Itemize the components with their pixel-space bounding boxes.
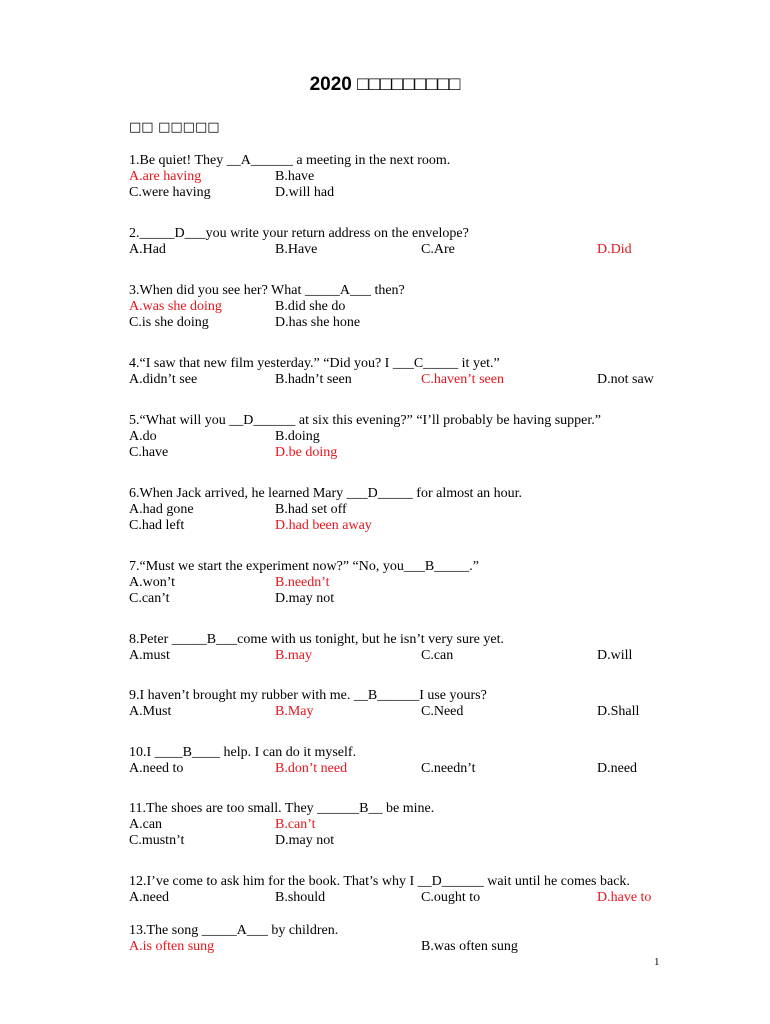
answer-option: A.didn’t see [129, 372, 198, 387]
answer-option: B.had set off [275, 502, 347, 517]
question [129, 745, 669, 777]
document-title: 2020 □□□□□□□□□ [309, 74, 461, 95]
question-stem: 13.The song _____A___ by children. [129, 923, 339, 938]
option-row [129, 299, 669, 315]
question-stem: 5.“What will you __D______ at six this evening?” “I’ll probably be having supper.” [129, 413, 602, 428]
answer-option: A.won’t [129, 575, 176, 590]
answer-option: C.Are [421, 242, 455, 257]
answer-option: D.may not [275, 833, 335, 848]
answer-option: B.have [275, 169, 315, 184]
answer-option-correct: D.Did [597, 242, 632, 257]
option-row [129, 315, 669, 331]
question-stem: 8.Peter _____B___come with us tonight, but he isn’t very sure yet. [129, 632, 504, 647]
answer-option: A.had gone [129, 502, 194, 517]
answer-option: C.have [129, 445, 169, 460]
answer-option: A.need to [129, 761, 184, 776]
answer-option-correct: B.needn’t [275, 575, 330, 590]
option-row [129, 445, 669, 461]
question-stem: 10.I ____B____ help. I can do it myself. [129, 745, 357, 760]
question [129, 874, 669, 906]
answer-option-correct: B.May [275, 704, 314, 719]
question [129, 413, 669, 461]
question-stem: 11.The shoes are too small. They ______B__ be mine. [129, 801, 435, 816]
answer-option: C.had left [129, 518, 185, 533]
answer-option-correct: B.may [275, 648, 312, 663]
answer-option-correct: D.had been away [275, 518, 372, 533]
option-row [129, 429, 669, 445]
option-row [129, 833, 669, 849]
answer-option: C.Need [421, 704, 464, 719]
question [129, 688, 669, 720]
answer-option: C.mustn’t [129, 833, 185, 848]
answer-option: C.can’t [129, 591, 170, 606]
answer-option: D.will had [275, 185, 335, 200]
answer-option: B.was often sung [421, 939, 518, 954]
answer-option: C.is she doing [129, 315, 209, 330]
option-row [129, 591, 669, 607]
option-row [129, 169, 669, 185]
option-row [129, 185, 669, 201]
answer-option: D.will [597, 648, 633, 663]
option-row [129, 890, 669, 906]
answer-option: B.did she do [275, 299, 346, 314]
option-row [129, 939, 669, 955]
question [129, 559, 669, 607]
question [129, 923, 669, 955]
answer-option: C.can [421, 648, 454, 663]
option-row [129, 502, 669, 518]
answer-option: A.Must [129, 704, 172, 719]
answer-option: C.were having [129, 185, 211, 200]
answer-option: B.Have [275, 242, 318, 257]
answer-option: D.not saw [597, 372, 654, 387]
option-row [129, 372, 669, 388]
option-row [129, 648, 669, 664]
answer-option-correct: A.was she doing [129, 299, 222, 314]
answer-option: D.Shall [597, 704, 640, 719]
question [129, 632, 669, 664]
answer-option: D.may not [275, 591, 335, 606]
answer-option: A.must [129, 648, 170, 663]
option-row [129, 817, 669, 833]
question-stem: 6.When Jack arrived, he learned Mary ___D_____ for almost an hour. [129, 486, 523, 501]
question-stem: 4.“I saw that new film yesterday.” “Did you? I ___C_____ it yet.” [129, 356, 500, 371]
answer-option: D.need [597, 761, 638, 776]
question-stem: 12.I’ve come to ask him for the book. That’s why I __D______ wait until he comes back. [129, 874, 630, 889]
question-stem: 3.When did you see her? What _____A___ then? [129, 283, 405, 298]
question [129, 356, 669, 388]
answer-option: C.needn’t [421, 761, 476, 776]
option-row [129, 704, 669, 720]
answer-option: C.ought to [421, 890, 481, 905]
answer-option-correct: B.can’t [275, 817, 316, 832]
answer-option: B.doing [275, 429, 320, 444]
answer-option: B.should [275, 890, 326, 905]
option-row [129, 518, 669, 534]
answer-option: A.can [129, 817, 163, 832]
answer-option-correct: A.is often sung [129, 939, 215, 954]
answer-option: A.need [129, 890, 170, 905]
answer-option-correct: D.have to [597, 890, 652, 905]
answer-option: D.has she hone [275, 315, 361, 330]
page-number: 1 [654, 956, 660, 968]
question-stem: 2._____D___you write your return address on the envelope? [129, 226, 469, 241]
answer-option-correct: D.be doing [275, 445, 338, 460]
option-row [129, 575, 669, 591]
question [129, 153, 669, 201]
question [129, 486, 669, 534]
answer-option-correct: A.are having [129, 169, 202, 184]
question [129, 283, 669, 331]
question [129, 801, 669, 849]
option-row [129, 242, 669, 258]
option-row [129, 761, 669, 777]
answer-option-correct: C.haven’t seen [421, 372, 504, 387]
question [129, 226, 669, 258]
answer-option: A.do [129, 429, 157, 444]
section-heading: □□ □□□□□ [129, 120, 220, 135]
answer-option: B.hadn’t seen [275, 372, 352, 387]
question-stem: 9.I haven’t brought my rubber with me. __B______I use yours? [129, 688, 487, 703]
question-stem: 7.“Must we start the experiment now?” “No, you___B_____.” [129, 559, 479, 574]
question-stem: 1.Be quiet! They __A______ a meeting in the next room. [129, 153, 451, 168]
answer-option: A.Had [129, 242, 166, 257]
answer-option-correct: B.don’t need [275, 761, 348, 776]
